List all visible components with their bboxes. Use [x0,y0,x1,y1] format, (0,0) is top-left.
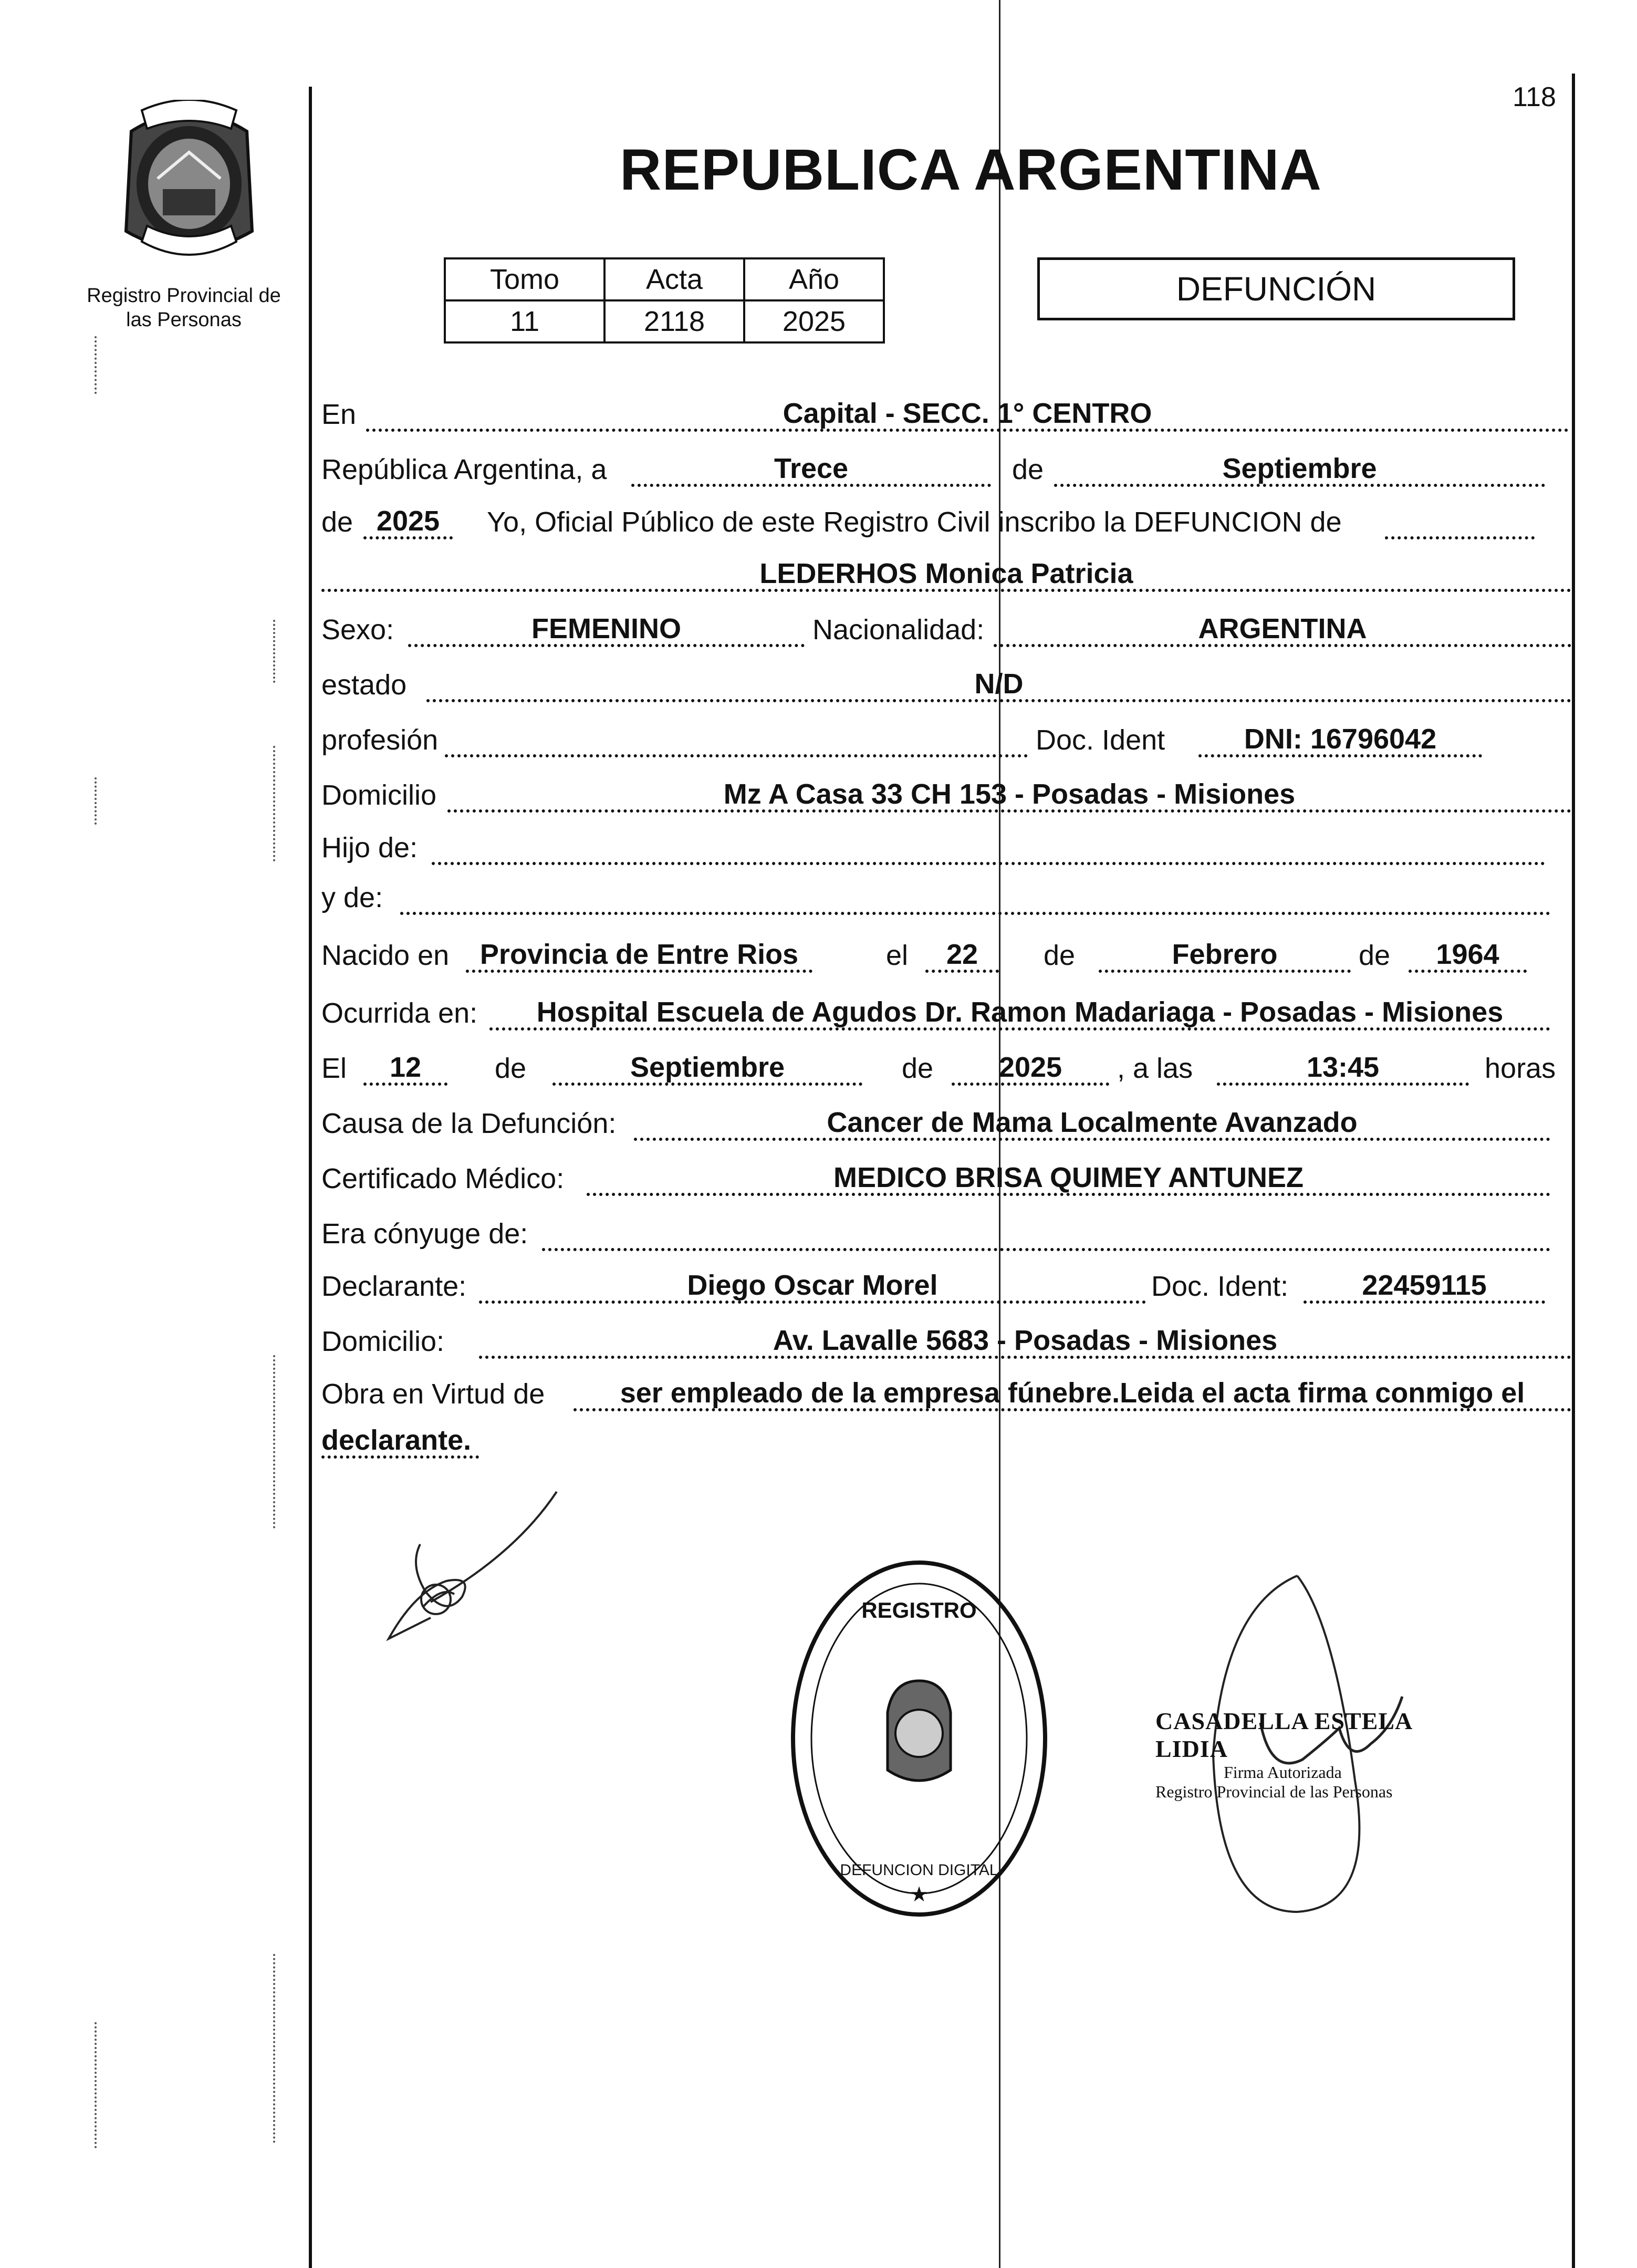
row-estado [321,664,1571,706]
declarante-label: Declarante: [321,1271,467,1302]
svg-text:REGISTRO: REGISTRO [861,1598,977,1622]
estado-label: estado [321,669,407,701]
horas-label: horas [1485,1053,1556,1084]
obra-label: Obra en Virtud de [321,1378,545,1410]
official-role: Firma Autorizada [1224,1763,1342,1782]
row-causa [321,1103,1571,1145]
index-header-acta: Acta [604,258,744,300]
margin-dots [273,1355,277,1528]
hora-field: 13:45 [1217,1052,1469,1086]
row-nombre [321,554,1571,596]
decl-doc-label: Doc. Ident: [1151,1271,1289,1302]
row-decl-domicilio [321,1321,1571,1363]
record-type-box: DEFUNCIÓN [1037,257,1515,320]
el-label: el [886,940,909,971]
nacionalidad-field: ARGENTINA [994,613,1571,647]
def-dia-field: 12 [363,1052,447,1086]
official-stamp [1155,1707,1481,1802]
index-value-anio: 2025 [744,300,884,342]
nac-mes-field: Febrero [1099,939,1351,973]
row-fecha-defuncion [321,1048,1571,1090]
margin-dots [273,746,277,861]
official-name: CASADELLA ESTELA LIDIA [1155,1708,1412,1762]
en-label: En [321,399,357,430]
nac-dia-field: 22 [925,939,999,973]
profesion-field [445,724,1028,757]
row-nacido [321,935,1571,977]
left-border-line [309,87,312,2268]
row-declaracion [321,502,1571,544]
margin-dots [273,1954,277,2143]
estado-field: N/D [426,669,1571,702]
index-value-acta: 2118 [604,300,744,342]
province-shield-logo [110,100,268,273]
domicilio-field: Mz A Casa 33 CH 153 - Posadas - Misiones [447,779,1571,813]
hijo-field [432,831,1545,865]
republica-label: República Argentina, a [321,454,607,485]
nombre-field: LEDERHOS Monica Patricia [321,558,1571,592]
lugar-field: Capital - SECC. 1° CENTRO [366,398,1569,432]
sexo-field: FEMENINO [408,613,805,647]
row-ocurrida [321,993,1571,1035]
obra-field: ser empleado de la empresa fúnebre.Leida el acta firma conmigo el [574,1378,1571,1411]
row-hijo [321,827,1571,869]
decl-domicilio-field: Av. Lavalle 5683 - Posadas - Misiones [479,1325,1571,1359]
alas-label: , a las [1117,1053,1193,1084]
yde-field [400,881,1550,915]
index-header-anio: Año [744,258,884,300]
row-sexo [321,609,1571,651]
row-lugar [321,394,1571,436]
causa-field: Cancer de Mama Localmente Avanzado [634,1107,1550,1141]
row-certificado [321,1158,1571,1200]
index-header-tomo: Tomo [445,258,604,300]
nac-anio-field: 1964 [1409,939,1527,973]
anio-field: 2025 [363,506,453,539]
de-label: de [321,506,353,538]
de-label: de [1359,940,1391,971]
right-border-line [1572,74,1575,2268]
row-domicilio [321,775,1571,817]
org-label-line2: las Personas [126,309,242,331]
ocurrida-label: Ocurrida en: [321,997,478,1029]
de-label: de [902,1053,934,1084]
page-title: REPUBLICA ARGENTINA [620,138,1322,202]
row-declarante [321,1266,1571,1308]
decl-doc-field: 22459115 [1304,1270,1545,1304]
civil-registry-seal [788,1555,1050,1922]
margin-dots [95,2022,99,2148]
margin-dots [95,336,99,394]
def-mes-field: Septiembre [552,1052,862,1086]
org-label [74,284,294,332]
yde-label: y de: [321,882,383,913]
dia-letras-field: Trece [631,453,991,487]
row-profesion [321,720,1571,762]
margin-dots [95,777,99,825]
official-org: Registro Provincial de las Personas [1155,1782,1393,1801]
ocurrida-field: Hospital Escuela de Agudos Dr. Ramon Madariaga - Posadas - Misiones [489,997,1550,1031]
doc-field: DNI: 16796042 [1198,724,1482,757]
certificado-label: Certificado Médico: [321,1163,565,1194]
de-label: de [1012,454,1044,485]
decl-domicilio-label: Domicilio: [321,1326,445,1357]
svg-text:★: ★ [910,1883,929,1906]
record-index-table [444,257,885,344]
margin-dots [273,620,277,683]
page-number: 118 [1513,82,1556,112]
mes-field: Septiembre [1054,453,1545,487]
org-label-line1: Registro Provincial de [87,285,281,307]
declaracion-text: Yo, Oficial Público de este Registro Civil inscribo la DEFUNCION de [487,506,1342,538]
row-obra [321,1374,1571,1416]
de-label: de [495,1053,527,1084]
declarant-signature [368,1481,578,1655]
causa-label: Causa de la Defunción: [321,1108,617,1139]
def-anio-field: 2025 [952,1052,1109,1086]
svg-text:DEFUNCION DIGITAL: DEFUNCION DIGITAL [840,1861,998,1879]
conyuge-field [542,1218,1550,1251]
profesion-label: profesión [321,724,439,756]
sexo-label: Sexo: [321,614,394,646]
index-value-tomo: 11 [445,300,604,342]
row-fecha [321,449,1571,491]
hijo-label: Hijo de: [321,832,418,863]
conyuge-label: Era cónyuge de: [321,1218,528,1250]
obra-field-cont: declarante. [321,1425,479,1459]
row-yde [321,877,1571,919]
nacido-label: Nacido en [321,940,450,971]
declarante-field: Diego Oscar Morel [479,1270,1146,1304]
certificado-field: MEDICO BRISA QUIMEY ANTUNEZ [587,1162,1550,1196]
row-conyuge [321,1213,1571,1255]
nacido-en-field: Provincia de Entre Rios [466,939,812,973]
nacionalidad-label: Nacionalidad: [812,614,985,646]
de-label: de [1044,940,1076,971]
declaracion-blank [1385,506,1535,539]
doc-label: Doc. Ident [1036,724,1165,756]
row-obra-cont [321,1421,1571,1463]
domicilio-label: Domicilio [321,779,437,811]
el-label: El [321,1053,347,1084]
